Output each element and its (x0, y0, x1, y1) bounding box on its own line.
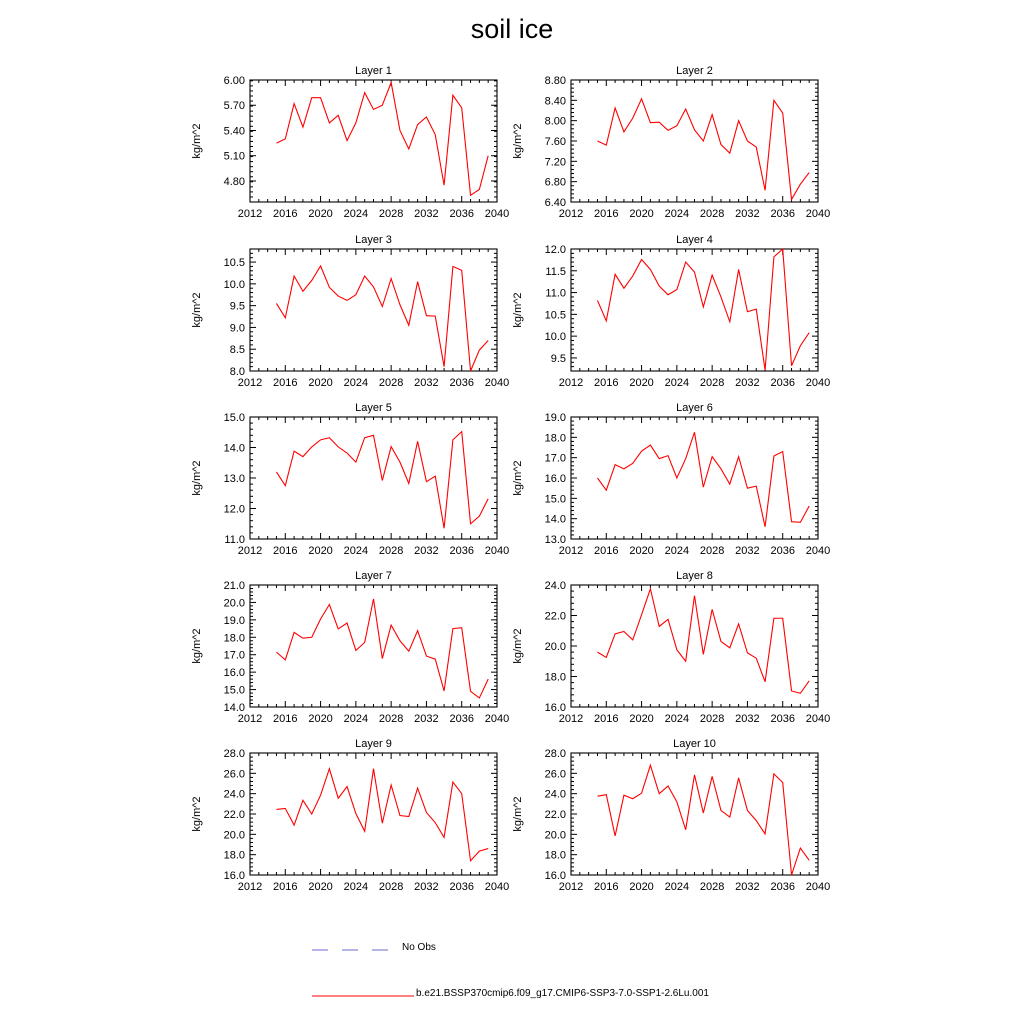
series-line (276, 769, 488, 861)
y-tick-label: 18.0 (544, 432, 566, 445)
y-tick-label: 17.0 (544, 452, 566, 465)
y-tick-label: 18.0 (544, 849, 566, 862)
panel-2 (512, 65, 830, 220)
x-tick-label: 2024 (664, 881, 690, 893)
y-axis-label: kg/m^2 (512, 460, 524, 496)
panel-title: Layer 8 (676, 570, 713, 582)
y-tick-label: 9.0 (229, 322, 245, 335)
y-tick-label: 26.0 (544, 768, 566, 781)
x-tick-label: 2024 (664, 545, 690, 557)
x-tick-label: 2036 (449, 377, 474, 389)
x-tick-label: 2032 (414, 713, 439, 725)
y-tick-label: 24.0 (544, 580, 566, 592)
x-tick-label: 2028 (699, 208, 725, 220)
x-tick-label: 2024 (343, 545, 369, 557)
x-tick-label: 2036 (770, 208, 795, 220)
series-line (597, 432, 809, 527)
y-tick-label: 11.5 (545, 265, 566, 278)
y-tick-label: 24.0 (223, 788, 245, 801)
y-tick-label: 8.80 (544, 75, 566, 87)
panel-4 (512, 234, 830, 389)
x-tick-label: 2024 (343, 377, 369, 389)
x-tick-label: 2036 (449, 881, 474, 893)
x-tick-label: 2036 (449, 545, 474, 557)
y-tick-label: 19.0 (544, 412, 566, 424)
y-tick-label: 20.0 (544, 641, 566, 653)
plot-frame (571, 80, 818, 202)
x-tick-label: 2028 (699, 713, 725, 725)
x-tick-label: 2032 (735, 881, 760, 893)
y-tick-label: 5.70 (223, 100, 245, 113)
x-tick-label: 2028 (378, 377, 404, 389)
panel-title: Layer 9 (355, 738, 392, 750)
legend-model-run (310, 988, 730, 1004)
x-tick-label: 2020 (308, 377, 333, 389)
y-tick-label: 16.0 (544, 473, 566, 485)
y-axis-label: kg/m^2 (512, 292, 524, 328)
x-tick-label: 2032 (414, 881, 439, 893)
x-tick-label: 2016 (273, 545, 298, 557)
x-tick-label: 2020 (308, 713, 333, 725)
y-tick-label: 22.0 (544, 610, 566, 623)
x-tick-label: 2028 (378, 545, 404, 557)
y-tick-label: 6.00 (223, 75, 245, 87)
x-tick-label: 2032 (414, 545, 439, 557)
y-tick-label: 16.0 (544, 870, 566, 882)
y-tick-label: 4.80 (223, 175, 245, 188)
y-axis-label: kg/m^2 (512, 796, 524, 832)
x-tick-label: 2016 (594, 881, 619, 893)
y-tick-label: 8.00 (544, 115, 566, 128)
x-tick-label: 2040 (484, 881, 510, 893)
x-tick-label: 2028 (378, 881, 404, 893)
figure-title: soil ice (470, 14, 554, 44)
x-tick-label: 2036 (770, 377, 795, 389)
x-tick-label: 2016 (594, 208, 619, 220)
x-tick-label: 2036 (449, 713, 474, 725)
y-tick-label: 24.0 (544, 788, 566, 801)
y-tick-label: 9.5 (550, 352, 566, 365)
y-tick-label: 15.0 (544, 493, 566, 506)
series-line (276, 432, 488, 529)
x-tick-label: 2016 (594, 545, 619, 557)
y-axis-label: kg/m^2 (191, 628, 203, 664)
x-tick-label: 2024 (343, 713, 369, 725)
x-tick-label: 2024 (343, 208, 369, 220)
y-tick-label: 13.0 (544, 534, 566, 546)
x-tick-label: 2040 (805, 713, 831, 725)
y-tick-label: 10.5 (544, 309, 566, 322)
x-tick-label: 2016 (273, 377, 298, 389)
x-tick-label: 2040 (484, 713, 510, 725)
panel-5 (191, 402, 509, 557)
panel-10 (512, 738, 830, 893)
x-tick-label: 2040 (484, 208, 510, 220)
y-tick-label: 18.0 (223, 632, 245, 645)
x-tick-label: 2036 (770, 713, 795, 725)
panel-title: Layer 2 (676, 65, 713, 77)
plot-frame (571, 753, 818, 875)
legend-solid-line (310, 988, 414, 1004)
panel-title: Layer 10 (673, 738, 716, 750)
y-tick-label: 9.5 (229, 300, 245, 313)
y-axis-label: kg/m^2 (191, 292, 203, 328)
y-tick-label: 8.0 (229, 366, 245, 378)
panel-9 (191, 738, 509, 893)
x-tick-label: 2028 (699, 881, 725, 893)
panel-8 (512, 570, 830, 725)
y-tick-label: 28.0 (544, 748, 566, 760)
y-tick-label: 8.40 (544, 95, 566, 108)
legend-dash-line (310, 942, 402, 958)
y-tick-label: 18.0 (223, 849, 245, 862)
y-tick-label: 10.0 (223, 278, 245, 291)
x-tick-label: 2020 (629, 881, 654, 893)
y-tick-label: 5.40 (223, 125, 245, 138)
y-tick-label: 11.0 (545, 287, 566, 300)
y-tick-label: 28.0 (223, 748, 245, 760)
panel-7 (191, 570, 509, 725)
x-tick-label: 2012 (237, 881, 263, 893)
y-tick-label: 15.0 (223, 412, 245, 424)
y-tick-label: 16.0 (223, 667, 245, 680)
legend-label-model-run: b.e21.BSSP370cmip6.f09_g17.CMIP6-SSP3-7.0-SSP1-2.6Lu.001 (416, 988, 709, 999)
series-line (276, 83, 488, 196)
y-tick-label: 14.0 (544, 513, 566, 526)
y-axis-label: kg/m^2 (512, 628, 524, 664)
x-tick-label: 2036 (449, 208, 474, 220)
x-tick-label: 2028 (378, 208, 404, 220)
x-tick-label: 2020 (308, 208, 333, 220)
x-tick-label: 2016 (273, 881, 298, 893)
y-tick-label: 21.0 (223, 580, 245, 592)
x-tick-label: 2020 (629, 377, 654, 389)
y-tick-label: 20.0 (223, 829, 245, 842)
y-tick-label: 10.0 (544, 331, 566, 344)
panel-1 (191, 65, 509, 220)
panel-title: Layer 1 (355, 65, 392, 77)
y-axis-label: kg/m^2 (191, 123, 203, 159)
x-tick-label: 2012 (558, 881, 584, 893)
x-tick-label: 2020 (629, 208, 654, 220)
x-tick-label: 2012 (237, 377, 263, 389)
plot-frame (250, 585, 497, 707)
x-tick-label: 2012 (558, 377, 584, 389)
y-tick-label: 16.0 (544, 702, 566, 714)
x-tick-label: 2016 (273, 713, 298, 725)
x-tick-label: 2020 (308, 545, 333, 557)
x-tick-label: 2040 (484, 377, 510, 389)
x-tick-label: 2012 (558, 545, 584, 557)
legend-no-obs (310, 942, 710, 958)
y-tick-label: 11.0 (224, 534, 245, 546)
x-tick-label: 2032 (414, 377, 439, 389)
y-tick-label: 20.0 (544, 829, 566, 842)
x-tick-label: 2040 (805, 208, 831, 220)
panel-title: Layer 7 (355, 570, 392, 582)
x-tick-label: 2032 (735, 713, 760, 725)
plot-frame (250, 80, 497, 202)
x-tick-label: 2028 (699, 377, 725, 389)
y-tick-label: 8.5 (229, 344, 245, 357)
x-tick-label: 2012 (237, 208, 263, 220)
y-tick-label: 14.0 (223, 442, 245, 455)
y-tick-label: 22.0 (544, 809, 566, 821)
y-tick-label: 16.0 (223, 870, 245, 882)
x-tick-label: 2012 (237, 713, 263, 725)
panel-title: Layer 4 (676, 234, 713, 246)
x-tick-label: 2032 (735, 545, 760, 557)
x-tick-label: 2040 (805, 545, 831, 557)
panel-title: Layer 5 (355, 402, 392, 414)
series-line (597, 589, 809, 693)
y-tick-label: 5.10 (223, 150, 245, 163)
x-tick-label: 2036 (770, 881, 795, 893)
series-line (597, 99, 809, 200)
y-tick-label: 26.0 (223, 768, 245, 781)
y-tick-label: 7.60 (544, 136, 566, 148)
series-line (276, 599, 488, 698)
x-tick-label: 2024 (343, 881, 369, 893)
legend-label-no-obs: No Obs (402, 942, 436, 953)
y-axis-label: kg/m^2 (512, 123, 524, 159)
y-tick-label: 10.5 (223, 257, 245, 270)
x-tick-label: 2012 (558, 713, 584, 725)
x-tick-label: 2012 (237, 545, 263, 557)
x-tick-label: 2028 (699, 545, 725, 557)
x-tick-label: 2016 (273, 208, 298, 220)
panel-6 (512, 402, 830, 557)
x-tick-label: 2020 (629, 713, 654, 725)
x-tick-label: 2020 (308, 881, 333, 893)
y-tick-label: 20.0 (223, 597, 245, 610)
x-tick-label: 2016 (594, 713, 619, 725)
y-tick-label: 17.0 (223, 649, 245, 662)
y-tick-label: 12.0 (544, 244, 566, 256)
y-tick-label: 18.0 (544, 671, 566, 684)
y-tick-label: 12.0 (223, 503, 245, 516)
panel-title: Layer 6 (676, 402, 713, 414)
y-tick-label: 13.0 (223, 473, 245, 485)
x-tick-label: 2016 (594, 377, 619, 389)
y-tick-label: 6.40 (544, 197, 566, 209)
y-tick-label: 22.0 (223, 809, 245, 821)
x-tick-label: 2040 (805, 377, 831, 389)
x-tick-label: 2024 (664, 713, 690, 725)
x-tick-label: 2020 (629, 545, 654, 557)
y-tick-label: 19.0 (223, 614, 245, 627)
series-line (276, 266, 488, 371)
series-line (597, 765, 809, 875)
panel-3 (191, 234, 509, 389)
panel-title: Layer 3 (355, 234, 392, 246)
x-tick-label: 2012 (558, 208, 584, 220)
x-tick-label: 2032 (414, 208, 439, 220)
series-line (597, 249, 809, 370)
y-axis-label: kg/m^2 (191, 796, 203, 832)
x-tick-label: 2032 (735, 208, 760, 220)
x-tick-label: 2036 (770, 545, 795, 557)
x-tick-label: 2024 (664, 377, 690, 389)
x-tick-label: 2032 (735, 377, 760, 389)
y-tick-label: 6.80 (544, 176, 566, 189)
x-tick-label: 2040 (805, 881, 831, 893)
x-tick-label: 2028 (378, 713, 404, 725)
plot-frame (571, 585, 818, 707)
x-tick-label: 2024 (664, 208, 690, 220)
x-tick-label: 2040 (484, 545, 510, 557)
y-tick-label: 14.0 (223, 702, 245, 714)
y-axis-label: kg/m^2 (191, 460, 203, 496)
y-tick-label: 7.20 (544, 156, 566, 169)
y-tick-label: 15.0 (223, 684, 245, 697)
